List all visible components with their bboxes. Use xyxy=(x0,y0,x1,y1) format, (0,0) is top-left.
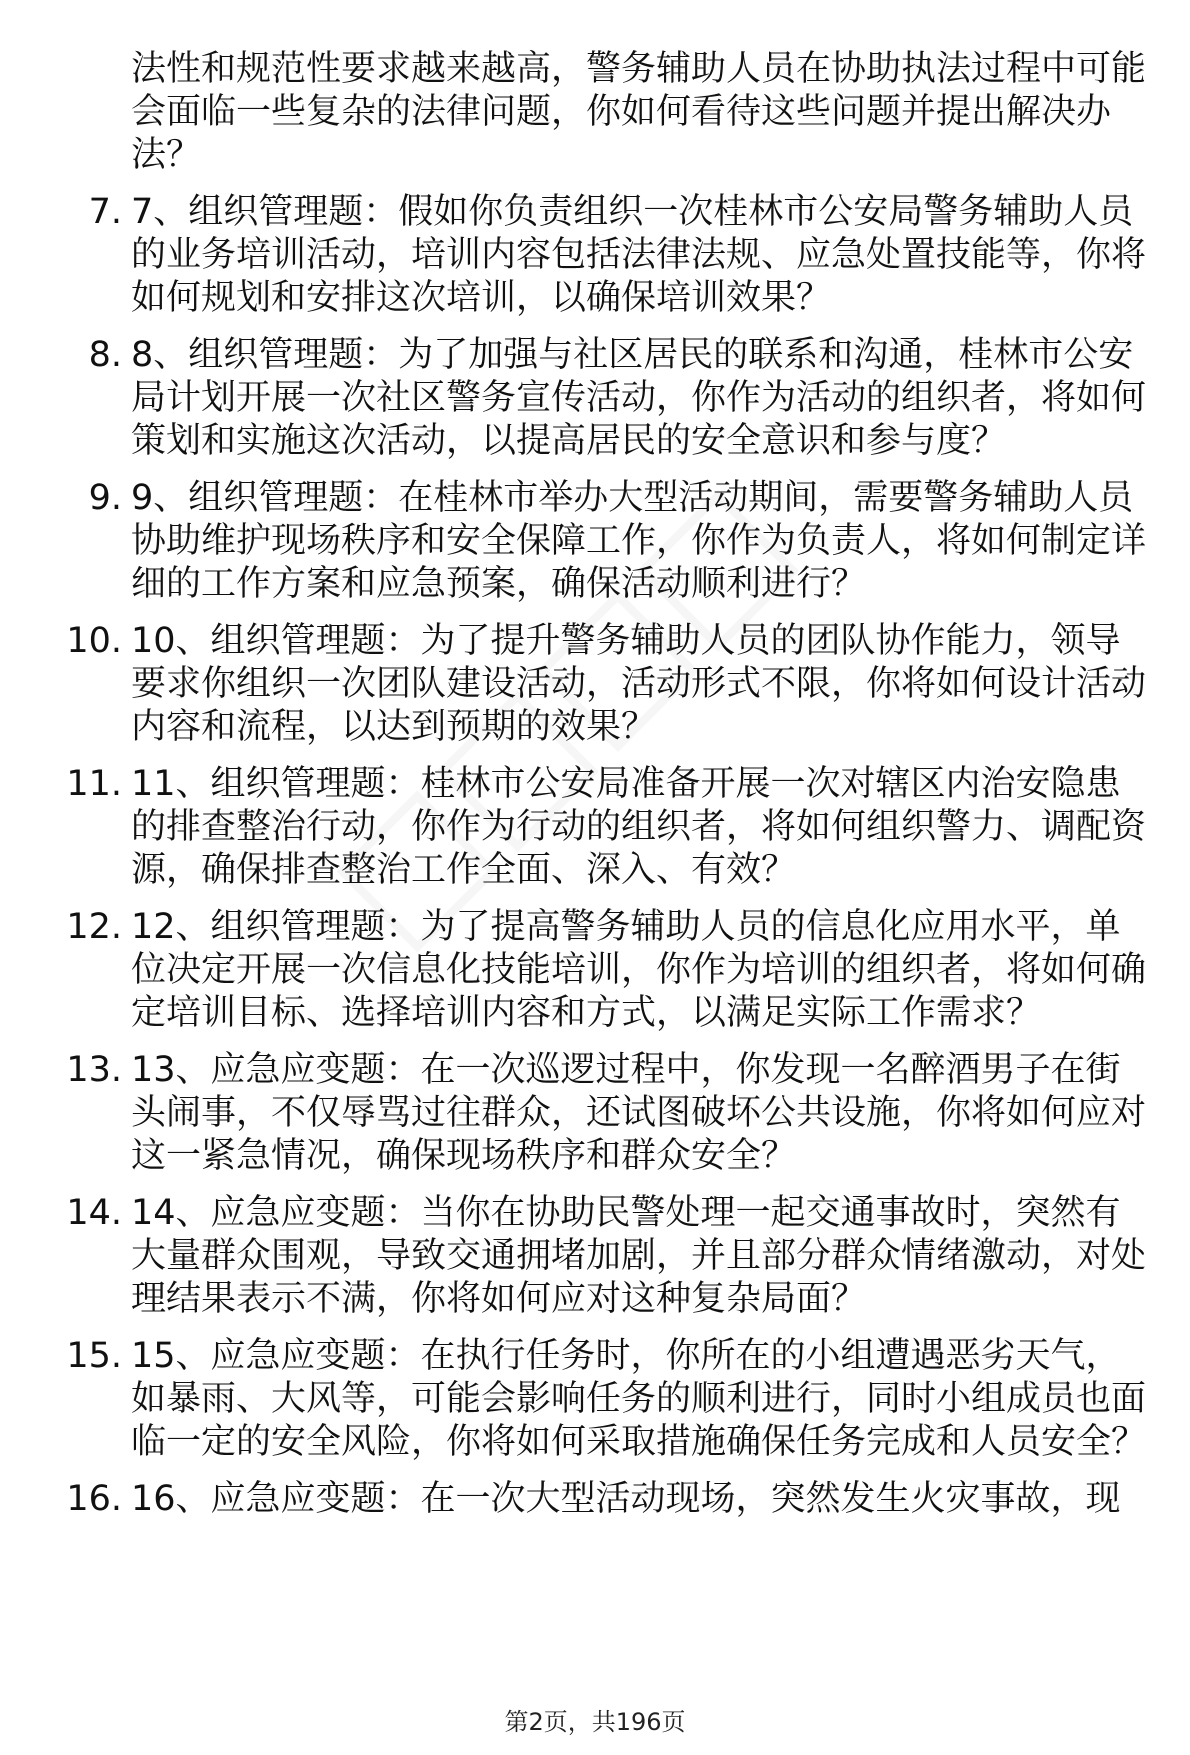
list-item xyxy=(0,1335,1190,1464)
list-item-number: 13. xyxy=(66,1050,122,1090)
list-item-text: 11、组织管理题：桂林市公安局准备开展一次对辖区内治安隐患的排查整治行动，你作为行动的组织者，将如何组织警力、调配资源，确保排查整治工作全面、深入、有效？ xyxy=(131,764,1147,890)
list-item xyxy=(0,1478,1190,1521)
list-item xyxy=(0,763,1190,892)
list-item-number: 7. xyxy=(88,192,122,232)
list-item-text: 9、组织管理题：在桂林市举办大型活动期间，需要警务辅助人员协助维护现场秩序和安全保障工作，你作为负责人，将如何制定详细的工作方案和应急预案，确保活动顺利进行？ xyxy=(131,478,1147,604)
list-item xyxy=(0,1049,1190,1178)
list-item-text: 15、应急应变题：在执行任务时，你所在的小组遭遇恶劣天气，如暴雨、大风等，可能会影响任务的顺利进行，同时小组成员也面临一定的安全风险，你将如何采取措施确保任务完成和人员安全？ xyxy=(131,1336,1147,1462)
list-item-text: 16、应急应变题：在一次大型活动现场，突然发生火灾事故，现 xyxy=(131,1479,1121,1519)
list-item-text: 8、组织管理题：为了加强与社区居民的联系和沟通，桂林市公安局计划开展一次社区警务宣传活动，你作为活动的组织者，将如何策划和实施这次活动，以提高居民的安全意识和参与度？ xyxy=(131,335,1147,461)
list-item-text: 12、组织管理题：为了提高警务辅助人员的信息化应用水平，单位决定开展一次信息化技能培训，你作为培训的组织者，将如何确定培训目标、选择培训内容和方式，以满足实际工作需求？ xyxy=(131,907,1147,1033)
list-item xyxy=(0,1192,1190,1321)
continuation-paragraph: 法性和规范性要求越来越高，警务辅助人员在协助执法过程中可能会面临一些复杂的法律问题，你如何看待这些问题并提出解决办法？ xyxy=(131,49,1147,175)
list-item-text: 10、组织管理题：为了提升警务辅助人员的团队协作能力，领导要求你组织一次团队建设活动，活动形式不限，你将如何设计活动内容和流程，以达到预期的效果？ xyxy=(131,621,1147,747)
list-item xyxy=(0,620,1190,749)
document-body xyxy=(0,48,1190,1521)
list-item-number: 11. xyxy=(66,764,122,804)
list-item-number: 12. xyxy=(66,907,122,947)
list-item xyxy=(0,477,1190,606)
page-footer: 第2页，共196页 xyxy=(504,1708,686,1736)
list-item-text: 7、组织管理题：假如你负责组织一次桂林市公安局警务辅助人员的业务培训活动，培训内容包括法律法规、应急处置技能等，你将如何规划和安排这次培训，以确保培训效果？ xyxy=(131,192,1147,318)
list-item xyxy=(0,334,1190,463)
list-item-number: 14. xyxy=(66,1193,122,1233)
list-item-number: 15. xyxy=(66,1336,122,1376)
list-item-number: 10. xyxy=(66,621,122,661)
list-item-text: 13、应急应变题：在一次巡逻过程中，你发现一名醉酒男子在街头闹事，不仅辱骂过往群众，还试图破坏公共设施，你将如何应对这一紧急情况，确保现场秩序和群众安全？ xyxy=(131,1050,1147,1176)
list-item-number: 9. xyxy=(88,478,122,518)
list-item xyxy=(0,906,1190,1035)
list-item-text: 14、应急应变题：当你在协助民警处理一起交通事故时，突然有大量群众围观，导致交通拥堵加剧，并且部分群众情绪激动，对处理结果表示不满，你将如何应对这种复杂局面？ xyxy=(131,1193,1147,1319)
list-item-number: 16. xyxy=(66,1479,122,1519)
list-item-number: 8. xyxy=(88,335,122,375)
list-item xyxy=(0,191,1190,320)
